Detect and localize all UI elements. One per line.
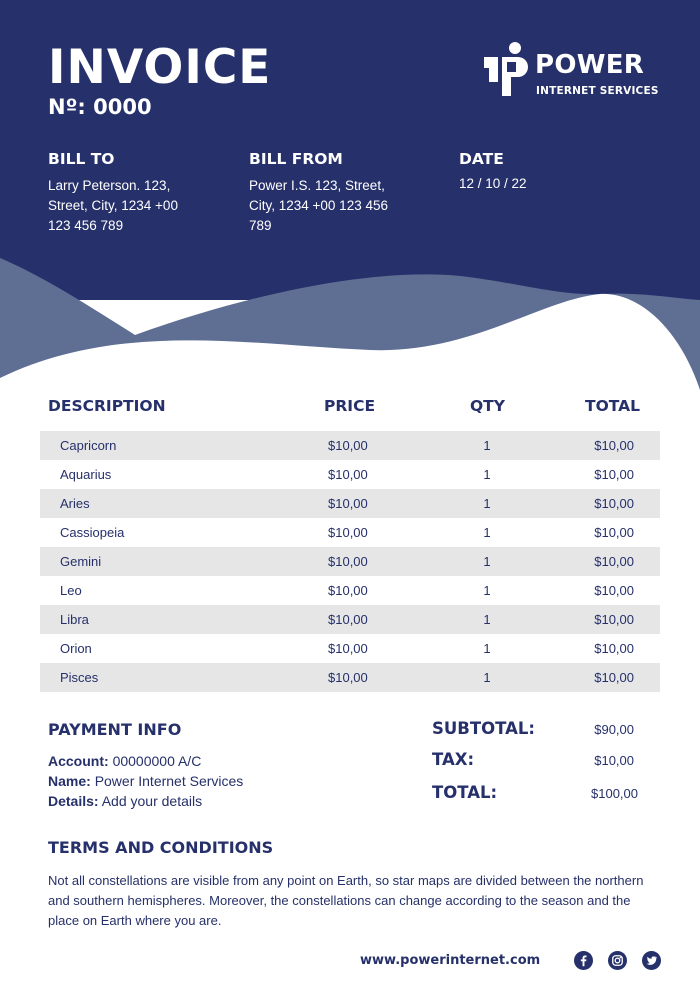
items-table [40,431,660,692]
item-total: $10,00 [594,467,634,482]
item-qty: 1 [483,583,491,598]
item-qty: 1 [483,496,491,511]
brand-name: POWER [535,50,645,80]
table-row [40,518,660,547]
payment-name-value: Power Internet Services [94,773,244,789]
instagram-icon[interactable] [608,951,627,970]
payment-name [48,771,368,791]
payment-account [48,751,368,771]
item-description: Aquarius [60,467,112,482]
item-total: $10,00 [594,496,634,511]
facebook-icon[interactable] [574,951,593,970]
total-label: TOTAL: [432,783,498,802]
item-description: Capricorn [60,438,117,453]
subtotal-value: $90,00 [594,722,634,737]
bill-to-line: Street, City, 1234 +00 [48,198,178,213]
table-row [40,460,660,489]
date-block [459,150,609,194]
payment-details-label: Details: [48,793,99,809]
payment-details-value: Add your details [101,793,203,809]
item-price: $10,00 [328,641,368,656]
header-description: DESCRIPTION [48,397,166,415]
item-qty: 1 [483,554,491,569]
table-row [40,489,660,518]
item-price: $10,00 [328,583,368,598]
header-total: TOTAL [585,397,640,415]
item-qty: 1 [483,525,491,540]
item-total: $10,00 [594,554,634,569]
date-value: 12 / 10 / 22 [459,176,527,191]
item-price: $10,00 [328,612,368,627]
subtotal-label: SUBTOTAL: [432,719,535,738]
brand-tagline: INTERNET SERVICES [536,85,659,97]
bill-from-heading: BILL FROM [249,150,343,168]
bill-from-line: 789 [249,218,272,233]
payment-details [48,791,368,811]
invoice-title: INVOICE [48,40,272,95]
item-description: Pisces [60,670,99,685]
item-qty: 1 [483,641,491,656]
item-total: $10,00 [594,438,634,453]
item-description: Aries [60,496,90,511]
item-qty: 1 [483,670,491,685]
bill-from-line: Power I.S. 123, Street, [249,178,385,193]
item-price: $10,00 [328,554,368,569]
item-price: $10,00 [328,438,368,453]
item-price: $10,00 [328,525,368,540]
payment-name-label: Name: [48,773,91,789]
bill-to-heading: BILL TO [48,150,115,168]
item-price: $10,00 [328,467,368,482]
bill-to-block [48,150,228,236]
brand-logo [484,42,664,102]
item-price: $10,00 [328,670,368,685]
terms-heading: TERMS AND CONDITIONS [48,838,274,857]
bill-to-line: Larry Peterson. 123, [48,178,171,193]
item-total: $10,00 [594,612,634,627]
item-total: $10,00 [594,525,634,540]
invoice-number: Nº: 0000 [48,95,152,119]
header-qty: QTY [470,397,505,415]
table-row [40,576,660,605]
tax-value: $10,00 [594,753,634,768]
item-description: Gemini [60,554,102,569]
item-qty: 1 [483,612,491,627]
payment-info [48,720,368,811]
payment-heading: PAYMENT INFO [48,720,182,739]
item-price: $10,00 [328,496,368,511]
table-row [40,663,660,692]
payment-account-value: 00000000 A/C [112,753,202,769]
item-qty: 1 [483,438,491,453]
tax-label: TAX: [432,750,475,769]
header-price: PRICE [324,397,376,415]
item-description: Orion [60,641,92,656]
bill-from-block [249,150,439,236]
total-value: $100,00 [591,786,638,801]
item-description: Cassiopeia [60,525,125,540]
table-row [40,634,660,663]
twitter-icon[interactable] [642,951,661,970]
table-row [40,605,660,634]
item-description: Leo [60,583,82,598]
bill-from-line: City, 1234 +00 123 456 [249,198,388,213]
table-row [40,547,660,576]
table-row [40,431,660,460]
terms-text: Not all constellations are visible from any point on Earth, so star maps are divided between the northern and southern hemispheres. Moreover, the constellations can change according to the season and the place on Earth where you are. [48,873,644,928]
item-total: $10,00 [594,670,634,685]
date-heading: DATE [459,150,504,168]
payment-account-label: Account: [48,753,109,769]
item-total: $10,00 [594,641,634,656]
item-description: Libra [60,612,89,627]
item-total: $10,00 [594,583,634,598]
bill-to-line: 123 456 789 [48,218,124,233]
pi-logo-icon [484,42,530,98]
item-qty: 1 [483,467,491,482]
website-link[interactable]: www.powerinternet.com [360,953,541,968]
